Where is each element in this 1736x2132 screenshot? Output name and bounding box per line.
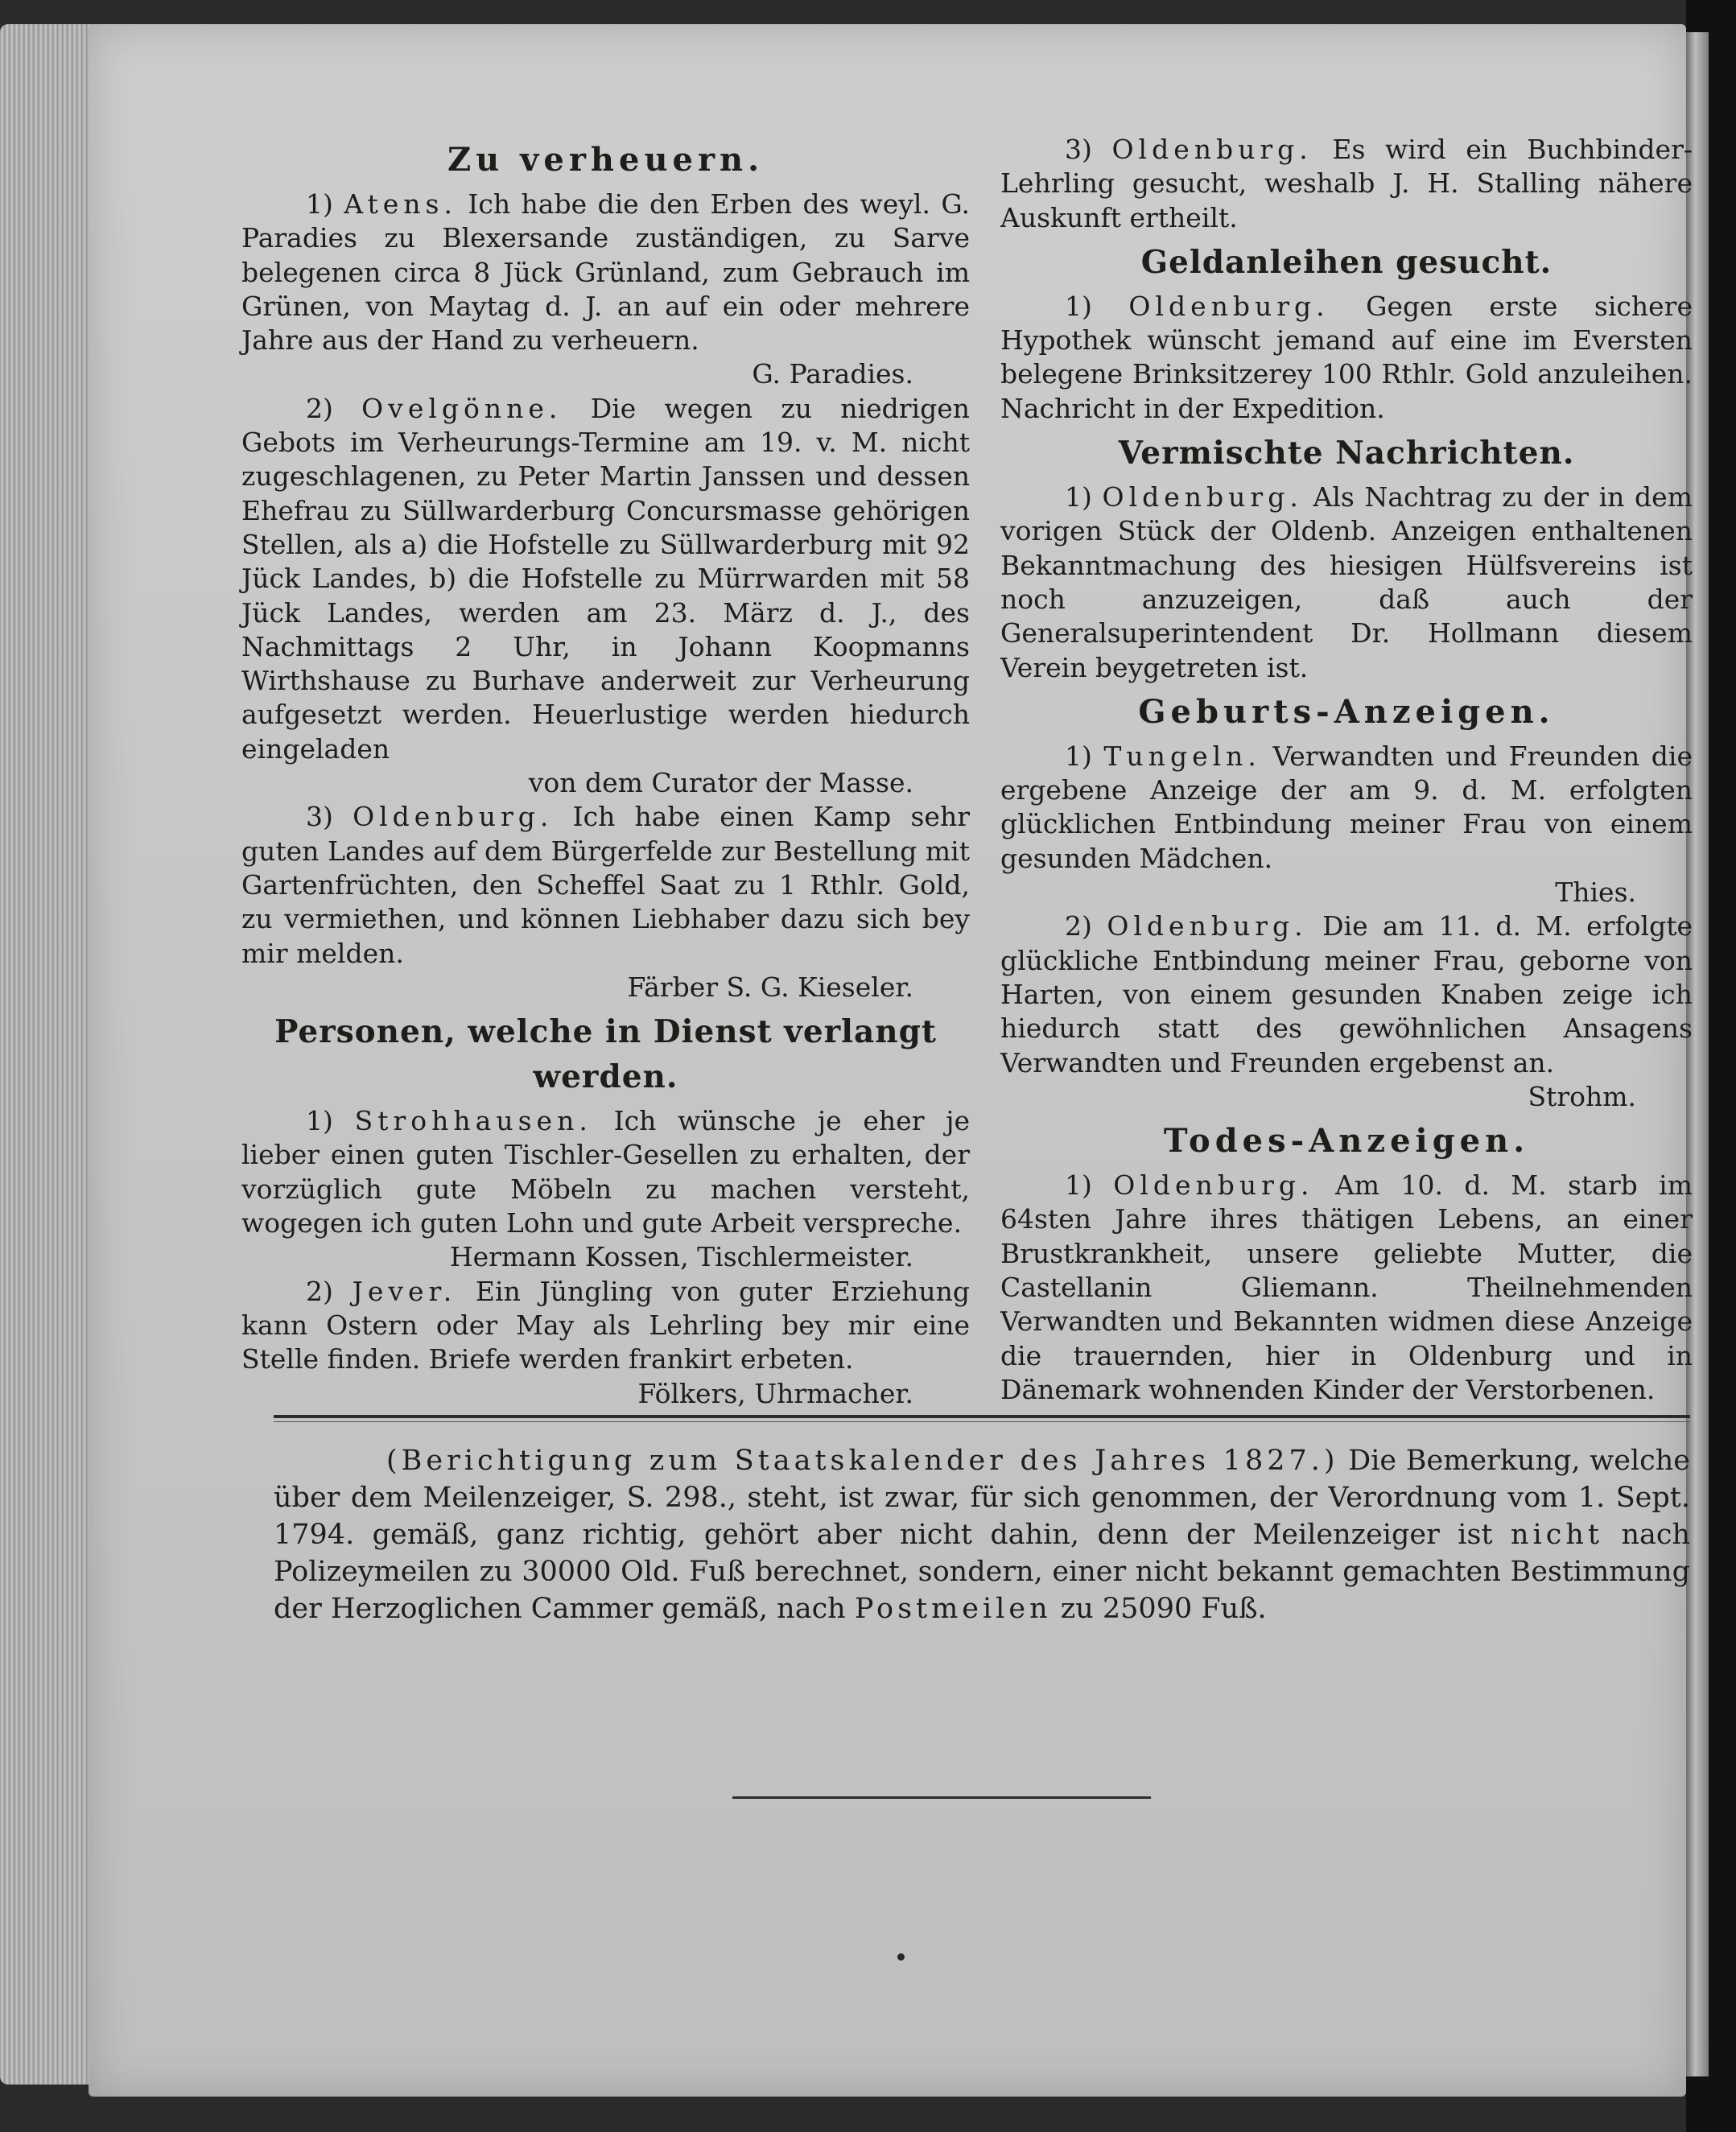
note-text-3: zu 25090 Fuß. bbox=[1060, 1593, 1267, 1625]
notice-text: Es wird ein Buchbinder-Lehrling gesucht, weshalb J. H. Stalling nähere Auskunft ertheilt. bbox=[1000, 134, 1693, 233]
notice-number: 1) bbox=[1065, 481, 1092, 513]
notice-text: Die am 11. d. M. erfolgte glückliche Entbindung meiner Frau, geborne von Harten, von einem gesunden Knaben zeige ich hiedurch statt des gewöhnlichen Ansagens Verwandten und Freunden ergebenst an. bbox=[1000, 910, 1693, 1078]
notice-buchbinder bbox=[1000, 133, 1693, 235]
notice-jever bbox=[241, 1275, 970, 1411]
notice-number: 2) bbox=[306, 1275, 333, 1307]
notice-number: 1) bbox=[306, 188, 333, 220]
notice-huelfsverein bbox=[1000, 480, 1693, 685]
notice-number: 2) bbox=[1065, 910, 1092, 942]
notice-signature: Strohm. bbox=[1528, 1080, 1636, 1112]
notice-place: Oldenburg. bbox=[353, 801, 554, 833]
notice-tungeln bbox=[1000, 740, 1693, 909]
berichtigung-note bbox=[274, 1442, 1690, 1627]
notice-signature: Hermann Kossen, Tischlermeister. bbox=[449, 1241, 913, 1273]
notice-place: Oldenburg. bbox=[1111, 134, 1313, 165]
notice-text: Die wegen zu niedrigen Gebots im Verheurungs-Termine am 19. v. M. nicht zugeschlagenen, zu Peter Martin Janssen und dessen Ehefrau zu Süllwarderburg Concursmasse gehörigen Stellen, als a) die Hofstelle zu Süllwarderburg mit 92 Jück Landes, b) die Hofstelle zu Mürrwarden mit 58 Jück Landes, werden am 23. März d. J., des Nachmittags 2 Uhr, in Johann Koopmanns Wirthshause zu Burhave anderweit zur Verheurung aufgesetzt werden. Heuerlustige werden hiedurch eingeladen bbox=[241, 392, 970, 765]
heading-personen-dienst: Personen, welche in Dienst verlangt werden. bbox=[274, 1013, 937, 1096]
notice-text: Gegen erste sichere Hypothek wünscht jemand auf eine im Eversten belegene Brinksitzerey 100 Rthlr. Gold anzuleihen. Nachricht in der Expedition. bbox=[1000, 290, 1693, 424]
notice-place: Tungeln. bbox=[1103, 740, 1261, 772]
heading-vermischte-nachrichten: Vermischte Nachrichten. bbox=[1118, 435, 1575, 472]
notice-signature: G. Paradies. bbox=[752, 358, 913, 390]
notice-place: Oldenburg. bbox=[1107, 910, 1308, 942]
heading-todes-anzeigen: Todes-Anzeigen. bbox=[1163, 1122, 1530, 1161]
notice-signature: Färber S. G. Kieseler. bbox=[627, 971, 913, 1003]
notice-place: Atens. bbox=[344, 188, 457, 220]
note-text-2: nach Polizeymeilen zu 30000 Old. Fuß berechnet, sondern, einer nicht bekannt gemachten Bestimmung der Herzoglichen Cammer gemäß, nach bbox=[274, 1519, 1690, 1625]
notice-number: 1) bbox=[306, 1105, 333, 1137]
notice-strohhausen bbox=[241, 1104, 970, 1274]
note-text: Die Bemerkung, welche über dem Meilenzeiger, S. 298., steht, ist zwar, für sich genommen, der Verordnung vom 1. Sept. 1794. gemäß, ganz richtig, gehört aber nicht dahin, denn der Meilenzeiger ist bbox=[274, 1445, 1690, 1551]
heading-geldanleihen: Geldanleihen gesucht. bbox=[1140, 243, 1553, 281]
notice-number: 2) bbox=[306, 392, 333, 424]
notice-text: Als Nachtrag zu der in dem vorigen Stück der Oldenb. Anzeigen enthaltenen Bekanntmachung des hiesigen Hülfsvereins ist noch anzuzeigen, daß auch der Generalsuperintendent Dr. Hollmann diesem Verein beygetreten ist. bbox=[1000, 481, 1693, 683]
page-stack-right-edge bbox=[1686, 0, 1736, 2132]
notice-number: 1) bbox=[1065, 740, 1092, 772]
note-emphasis: nicht bbox=[1511, 1519, 1603, 1551]
notice-signature: von dem Curator der Masse. bbox=[528, 767, 913, 799]
left-column bbox=[241, 133, 970, 1411]
notice-text: Am 10. d. M. starb im 64sten Jahre ihres thätigen Lebens, an einer Brustkrankheit, unsere geliebte Mutter, die Castellanin Gliemann. Theilnehmenden Verwandten und Bekannten widmen diese Anzeige die trauernden, hier in Oldenburg und in Dänemark wohnenden Kinder der Verstorbenen. bbox=[1000, 1169, 1693, 1405]
notice-hypothek bbox=[1000, 290, 1693, 426]
notice-place: Ovelgönne. bbox=[361, 392, 563, 424]
notice-text: Ich habe einen Kamp sehr guten Landes auf dem Bürgerfelde zur Bestellung mit Gartenfrüchten, den Scheffel Saat zu 1 Rthlr. Gold, zu vermiethen, und können Liebhaber dazu sich bey mir melden. bbox=[241, 801, 970, 969]
notice-number: 1) bbox=[1065, 1169, 1092, 1202]
notice-number: 3) bbox=[306, 801, 333, 833]
notice-signature: Thies. bbox=[1555, 876, 1636, 909]
heading-zu-verheuern: Zu verheuern. bbox=[447, 141, 765, 179]
notice-place: Jever. bbox=[352, 1275, 457, 1307]
note-lead: (Berichtigung zum Staatskalender des Jahres 1827.) bbox=[386, 1445, 1339, 1477]
heading-geburts-anzeigen: Geburts-Anzeigen. bbox=[1138, 692, 1555, 731]
notice-signature: Fölkers, Uhrmacher. bbox=[637, 1377, 913, 1409]
notice-text: Ich habe die den Erben des weyl. G. Paradies zu Blexersande zuständigen, zu Sarve belegenen circa 8 Jück Grünland, zum Gebrauch im Grünen, von Maytag d. J. an auf ein oder mehrere Jahre aus der Hand zu verheuern. bbox=[241, 188, 970, 357]
notice-strohm bbox=[1000, 909, 1693, 1114]
notice-place: Strohhausen. bbox=[354, 1105, 592, 1137]
notice-place: Oldenburg. bbox=[1102, 481, 1303, 513]
notice-text: Ein Jüngling von guter Erziehung kann Ostern oder May als Lehrling bey mir eine Stelle finden. Briefe werden frankirt erbeten. bbox=[241, 1275, 970, 1375]
page-mark-dot bbox=[897, 1953, 905, 1961]
note-emphasis-2: Postmeilen bbox=[854, 1593, 1052, 1625]
notice-place: Oldenburg. bbox=[1128, 290, 1330, 322]
section-divider-rule bbox=[274, 1415, 1690, 1418]
notice-text: Ich wünsche je eher je lieber einen guten Tischler-Gesellen zu erhalten, der vorzüglich gute Möbeln zu machen versteht, wogegen ich guten Lohn und gute Arbeit verspreche. bbox=[241, 1105, 971, 1239]
notice-number: 1) bbox=[1065, 290, 1092, 322]
notice-atens bbox=[241, 188, 970, 392]
notice-oldenburg-kamp bbox=[241, 800, 970, 1004]
right-column bbox=[1000, 133, 1693, 1407]
notice-text: Verwandten und Freunden die ergebene Anzeige der am 9. d. M. erfolgten glücklichen Entbindung meiner Frau von einem gesunden Mädchen. bbox=[1000, 740, 1693, 874]
notice-ovelgoenne bbox=[241, 392, 970, 801]
notice-gliemann bbox=[1000, 1169, 1693, 1407]
notice-number: 3) bbox=[1065, 134, 1092, 165]
closing-rule bbox=[732, 1796, 1151, 1799]
notice-place: Oldenburg. bbox=[1113, 1169, 1314, 1202]
